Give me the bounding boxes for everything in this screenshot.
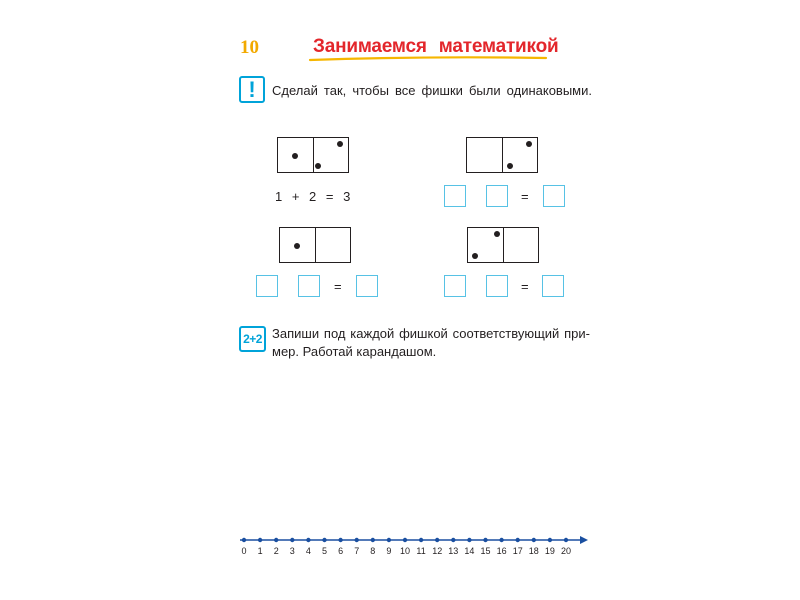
number-line-label: 5 [321, 546, 328, 556]
number-line-label: 11 [416, 546, 426, 556]
domino-1-right-half [313, 138, 348, 172]
number-line-tick [451, 538, 455, 542]
number-line-label: 4 [305, 546, 311, 556]
number-line-label: 20 [560, 546, 572, 556]
number-line-label: 14 [464, 546, 475, 556]
number-line-tick [355, 538, 359, 542]
equals-sign: = [334, 279, 342, 294]
number-line-label: 6 [338, 546, 344, 556]
number-line-tick [322, 538, 326, 542]
title-word-2: математикой [438, 36, 559, 57]
answer-box[interactable] [542, 275, 564, 297]
number-line-label: 18 [528, 546, 539, 556]
domino-dot [526, 141, 532, 147]
example-equation: 1 + 2 = 3 [275, 189, 351, 204]
number-line-tick [548, 538, 552, 542]
number-line-label: 12 [432, 546, 443, 556]
answer-box[interactable] [486, 275, 508, 297]
answer-box[interactable] [444, 185, 466, 207]
task2-line-2: мер. Работай карандашом. [272, 344, 437, 359]
number-line-tick [387, 538, 391, 542]
number-line-label: 2 [273, 546, 279, 556]
number-line-tick [274, 538, 278, 542]
equals-sign: = [521, 279, 529, 294]
domino-3-right-half [315, 228, 350, 262]
number-line-label: 8 [370, 546, 376, 556]
equals-sign: = [521, 189, 529, 204]
number-line-tick [419, 538, 423, 542]
domino-dot [494, 231, 500, 237]
number-line-tick [516, 538, 520, 542]
domino-4-left-half [468, 228, 504, 262]
number-line-label: 16 [496, 546, 507, 556]
number-line-label: 19 [544, 546, 555, 556]
title-underline [308, 55, 548, 63]
task2-instruction [272, 325, 590, 361]
domino-dot [337, 141, 343, 147]
domino-1 [277, 137, 349, 173]
number-line-label: 9 [386, 546, 392, 556]
number-line-label: 7 [354, 546, 360, 556]
domino-3-left-half [280, 228, 316, 262]
domino-1-left-half [278, 138, 314, 172]
number-line [230, 530, 600, 560]
answer-box[interactable] [486, 185, 508, 207]
number-line-label: 13 [448, 546, 459, 556]
domino-dot [292, 153, 298, 159]
domino-4-right-half [503, 228, 538, 262]
domino-2-left-half [467, 138, 503, 172]
number-line-tick [258, 538, 262, 542]
domino-dot [315, 163, 321, 169]
number-line-tick [403, 538, 407, 542]
number-line-tick [499, 538, 503, 542]
number-line-label: 0 [241, 546, 247, 556]
exclamation-icon: ! [239, 76, 265, 103]
number-line-tick [483, 538, 487, 542]
sum-icon: 2+2 [239, 326, 266, 352]
answer-box[interactable] [298, 275, 320, 297]
number-line-tick [467, 538, 471, 542]
arrow-right-icon [580, 536, 588, 544]
number-line-tick [564, 538, 568, 542]
page-number: 10 [240, 37, 259, 58]
number-line-tick [306, 538, 310, 542]
task1-instruction: Сделай так, чтобы все фишки были одинаковыми. [272, 83, 592, 98]
domino-3 [279, 227, 351, 263]
title-word-1: Занимаемся [313, 36, 427, 57]
number-line-tick [242, 538, 246, 542]
number-line-label: 1 [257, 546, 263, 556]
number-line-tick [435, 538, 439, 542]
domino-dot [507, 163, 513, 169]
domino-4 [467, 227, 539, 263]
number-line-label: 15 [480, 546, 491, 556]
domino-dot [472, 253, 478, 259]
number-line-label: 17 [512, 546, 523, 556]
domino-2 [466, 137, 538, 173]
answer-box[interactable] [356, 275, 378, 297]
answer-box[interactable] [543, 185, 565, 207]
task2-line-1: Запиши под каждой фишкой соответствующий при- [272, 326, 590, 341]
answer-box[interactable] [256, 275, 278, 297]
domino-2-right-half [502, 138, 537, 172]
answer-box[interactable] [444, 275, 466, 297]
domino-dot [294, 243, 300, 249]
number-line-label: 10 [399, 546, 411, 556]
number-line-tick [290, 538, 294, 542]
number-line-tick [371, 538, 375, 542]
number-line-label: 3 [289, 546, 295, 556]
number-line-tick [338, 538, 342, 542]
number-line-tick [532, 538, 536, 542]
